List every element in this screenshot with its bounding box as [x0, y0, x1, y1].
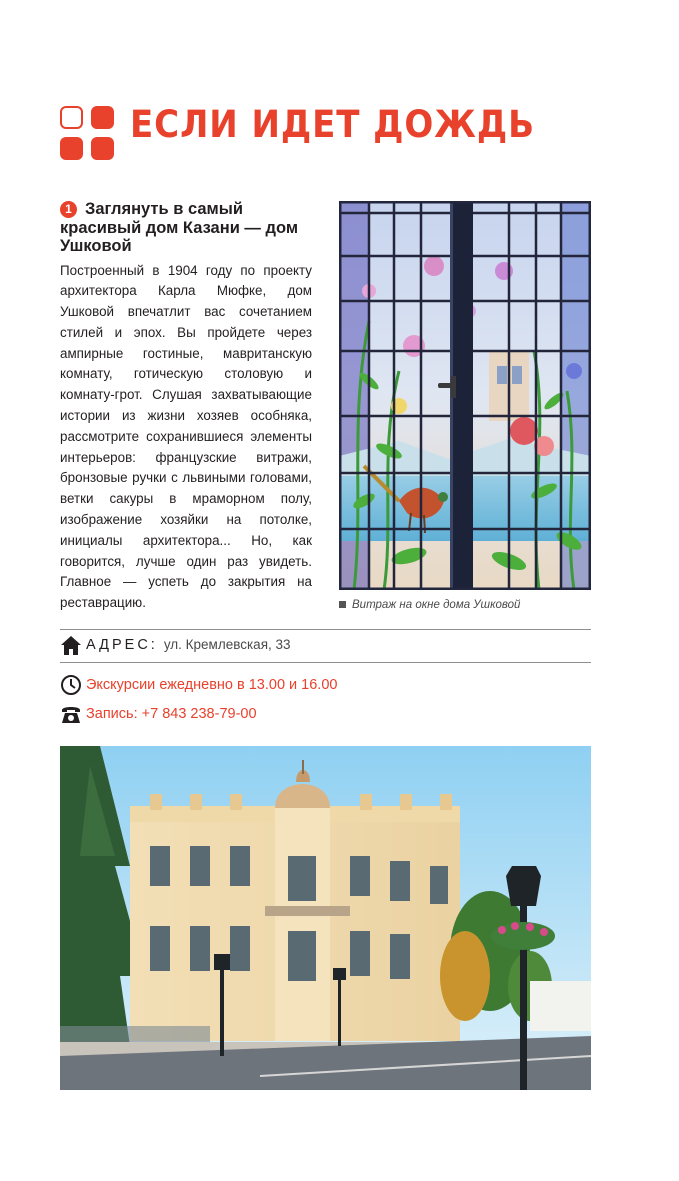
phone-icon: [60, 703, 82, 725]
article-heading: [60, 200, 312, 256]
clock-icon: [60, 674, 82, 696]
article-body: Построенный в 1904 году по проекту архитектора Карла Мюфке, дом Ушковой впечатлит вас сочетанием стилей и эпох. Вы пройдете через ампирные гостиные, мавританскую комнату, готическую столовую и комнату-грот. Слушая захватывающие истории из жизни хозяев особняка, рассмотрите сохранившиеся элементы интерьеров: французские витражи, бронзовые ручки с львиными головами, ветки сакуры в мраморном полу, изображение хозяйки на потолке, инициалы архитектора... Но, как говорится, лучше один раз увидеть. Главное — успеть до закрытия на реставрацию.: [60, 262, 312, 611]
address-value: ул. Кремлевская, 33: [163, 637, 291, 652]
divider-bottom: [60, 662, 591, 663]
divider-top: [60, 629, 591, 630]
four-squares-logo-icon: [60, 106, 114, 160]
address-label: АДРЕС:: [86, 637, 158, 653]
stained-glass-window-photo: [339, 201, 591, 590]
house-icon: [60, 634, 82, 656]
photo-caption: [339, 599, 520, 611]
article-number-badge: 1: [60, 201, 77, 218]
booking-text: Запись: +7 843 238-79-00: [86, 706, 257, 722]
caption-square-icon: [339, 601, 346, 608]
photo-caption-text: Витраж на окне дома Ушковой: [352, 599, 521, 611]
section-title: ЕСЛИ ИДЕТ ДОЖДЬ: [130, 103, 535, 146]
article: [60, 200, 312, 614]
ushkova-house-photo: [60, 746, 591, 1090]
tours-text: Экскурсии ежедневно в 13.00 и 16.00: [86, 677, 338, 693]
article-heading-text: Заглянуть в самый красивый дом Казани — дом Ушковой: [60, 200, 299, 255]
